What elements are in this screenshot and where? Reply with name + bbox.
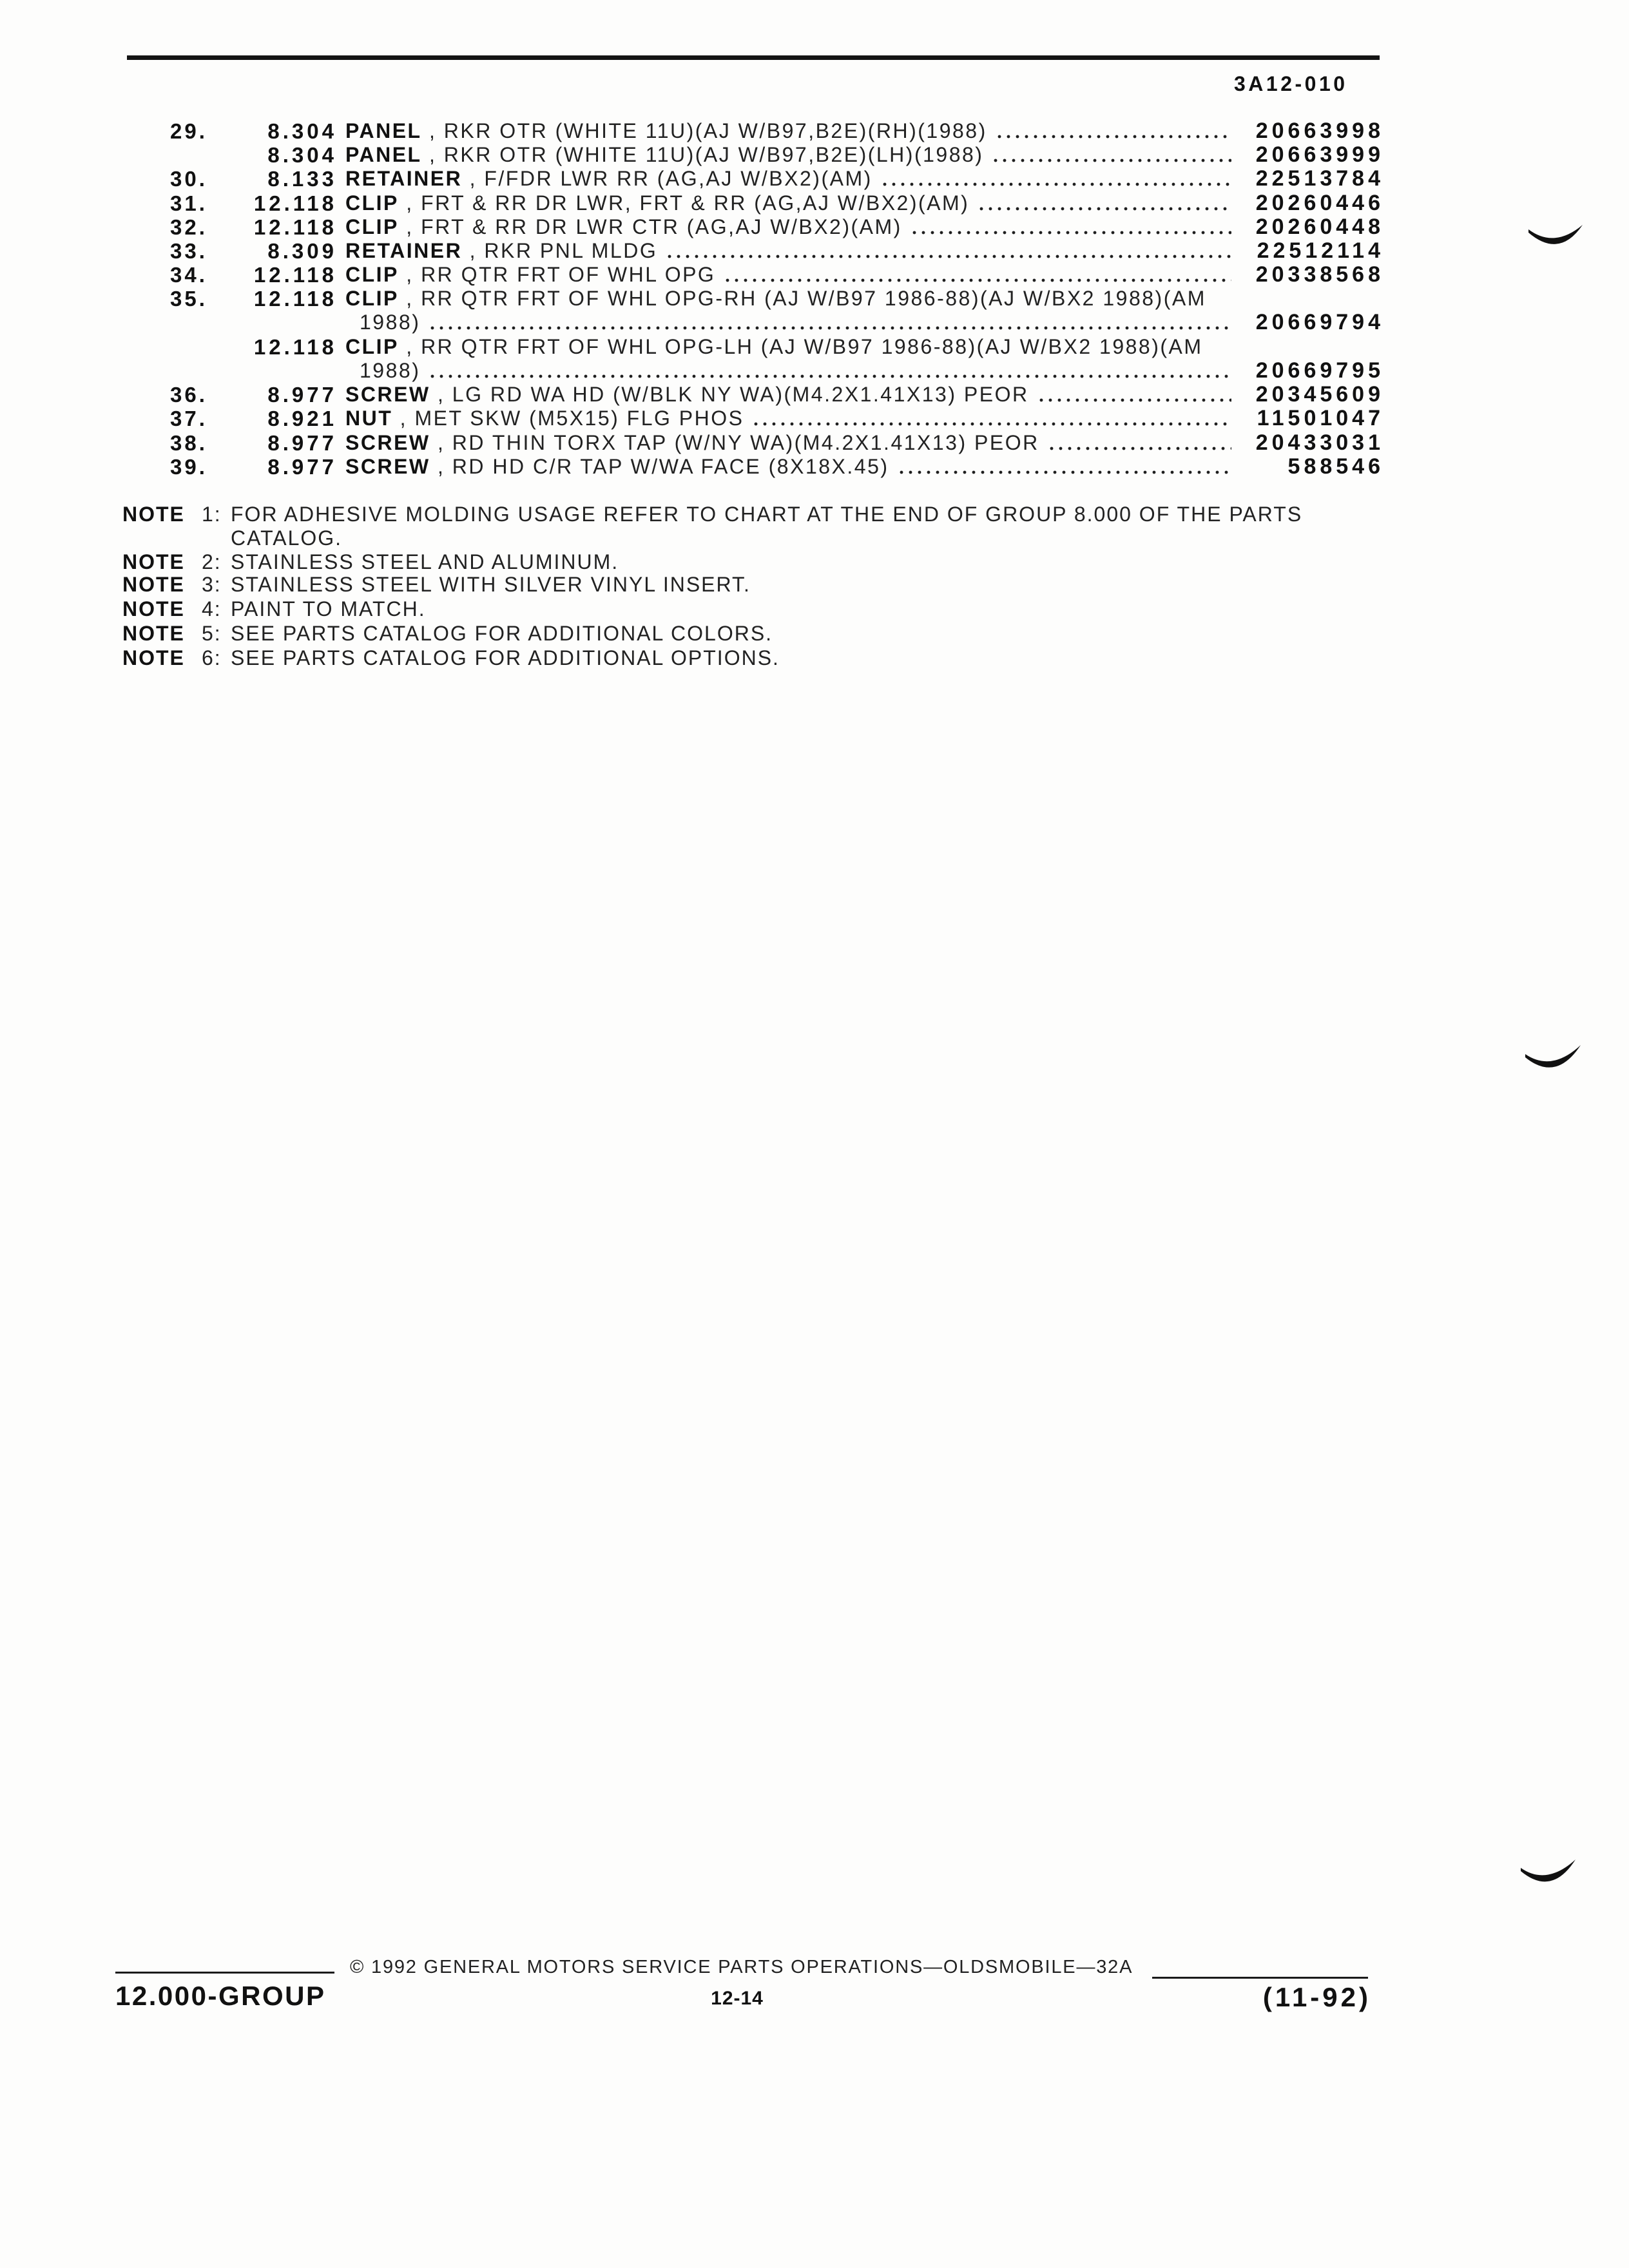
- part-name: SCREW: [345, 383, 430, 406]
- part-name: NUT: [345, 407, 393, 430]
- parts-row: [0, 215, 1629, 239]
- dot-leader: [754, 407, 1231, 430]
- note-text: STAINLESS STEEL WITH SILVER VINYL INSERT.: [231, 573, 751, 596]
- top-rule: [127, 55, 1380, 60]
- note-number: 5:: [202, 622, 222, 645]
- dot-leader: [994, 143, 1231, 167]
- group-label: 12.000-GROUP: [115, 1981, 326, 2011]
- part-description-continued: [360, 311, 1231, 334]
- group-number: 12.118: [253, 287, 337, 311]
- note-number: 2:: [202, 550, 222, 573]
- part-number: 20433031: [1255, 430, 1384, 455]
- group-number: 8.309: [267, 239, 337, 263]
- part-detail: , RKR PNL MLDG: [469, 239, 658, 262]
- item-number: 32.: [170, 215, 207, 239]
- parts-row: [0, 143, 1629, 167]
- part-number: 20260448: [1255, 215, 1384, 239]
- part-name: CLIP: [345, 335, 399, 358]
- item-number: 38.: [170, 431, 207, 455]
- part-description: [345, 239, 1231, 263]
- part-detail: , MET SKW (M5X15) FLG PHOS: [400, 407, 744, 430]
- parts-row: [0, 287, 1629, 334]
- group-number: 12.118: [253, 215, 337, 239]
- part-number: 22513784: [1255, 166, 1384, 191]
- scan-mark: [1525, 1045, 1581, 1068]
- part-description: [345, 191, 1231, 215]
- part-number: 22512114: [1257, 238, 1384, 263]
- note-label: NOTE: [122, 550, 185, 573]
- group-number: 8.921: [267, 407, 337, 430]
- item-number: 39.: [170, 455, 207, 479]
- dot-leader: [430, 311, 1231, 334]
- page-code: 3A12-010: [1234, 72, 1348, 95]
- note: [0, 573, 1629, 597]
- part-name: SCREW: [345, 431, 430, 454]
- parts-row: [0, 119, 1629, 143]
- part-description: [345, 287, 1312, 311]
- note-number: 3:: [202, 573, 222, 596]
- page-number: 12-14: [711, 1988, 764, 2009]
- note-number: 6:: [202, 646, 222, 669]
- part-number: 20669794: [1255, 310, 1384, 334]
- part-number: 20260446: [1255, 191, 1384, 215]
- note-text: PAINT TO MATCH.: [231, 597, 426, 620]
- part-name: CLIP: [345, 191, 399, 215]
- part-detail: , RR QTR FRT OF WHL OPG: [406, 263, 716, 286]
- item-number: 34.: [170, 263, 207, 287]
- group-number: 8.304: [267, 143, 337, 167]
- part-detail: , F/FDR LWR RR (AG,AJ W/BX2)(AM): [469, 167, 872, 190]
- parts-row: [0, 263, 1629, 287]
- part-description: [345, 407, 1231, 430]
- note-label: NOTE: [122, 646, 185, 669]
- parts-row: [0, 167, 1629, 191]
- note-label: NOTE: [122, 622, 185, 645]
- part-name: RETAINER: [345, 239, 463, 262]
- part-detail-continued: 1988): [360, 311, 421, 334]
- dot-leader: [912, 215, 1231, 239]
- dot-leader: [998, 119, 1231, 143]
- revision-date: (11-92): [1262, 1982, 1371, 2012]
- note-text: CATALOG.: [231, 526, 343, 550]
- dot-leader: [726, 263, 1231, 287]
- item-number: 35.: [170, 287, 207, 311]
- group-number: 12.118: [253, 335, 337, 359]
- part-detail: , RR QTR FRT OF WHL OPG-LH (AJ W/B97 1986-88)(AJ W/BX2 1988)(AM: [406, 335, 1203, 358]
- part-number: 20669795: [1255, 358, 1384, 383]
- part-detail: , LG RD WA HD (W/BLK NY WA)(M4.2X1.41X13) PEOR: [438, 383, 1029, 406]
- item-number: 30.: [170, 167, 207, 191]
- item-number: 36.: [170, 383, 207, 407]
- parts-row: [0, 335, 1629, 383]
- parts-row: [0, 455, 1629, 479]
- note-label: NOTE: [122, 597, 185, 620]
- part-detail: , FRT & RR DR LWR, FRT & RR (AG,AJ W/BX2)(AM): [406, 191, 970, 215]
- part-detail: , RKR OTR (WHITE 11U)(AJ W/B97,B2E)(LH)(1988): [429, 143, 984, 166]
- part-name: SCREW: [345, 455, 430, 478]
- note-label: NOTE: [122, 573, 185, 596]
- part-description: [345, 431, 1231, 455]
- copyright-line: © 1992 GENERAL MOTORS SERVICE PARTS OPERATIONS—OLDSMOBILE—32A: [350, 1957, 1133, 1977]
- note: [0, 503, 1629, 550]
- scan-mark: [1521, 1860, 1576, 1881]
- note: [0, 646, 1629, 670]
- dot-leader: [1039, 383, 1231, 407]
- note-number: 1:: [202, 503, 222, 526]
- group-number: 8.133: [267, 167, 337, 191]
- part-description: [345, 335, 1312, 359]
- group-number: 8.977: [267, 383, 337, 407]
- note-text: SEE PARTS CATALOG FOR ADDITIONAL COLORS.: [231, 622, 773, 645]
- part-description: [345, 455, 1231, 479]
- part-name: CLIP: [345, 215, 399, 238]
- part-number: 20338568: [1255, 262, 1384, 287]
- note: [0, 597, 1629, 621]
- group-number: 12.118: [253, 263, 337, 287]
- part-number: 11501047: [1257, 406, 1384, 430]
- part-detail: , RD THIN TORX TAP (W/NY WA)(M4.2X1.41X13) PEOR: [438, 431, 1039, 454]
- group-number: 8.977: [267, 455, 337, 479]
- parts-row: [0, 431, 1629, 455]
- part-number: 20663999: [1255, 142, 1384, 167]
- note-text: FOR ADHESIVE MOLDING USAGE REFER TO CHART AT THE END OF GROUP 8.000 OF THE PARTS: [231, 503, 1303, 526]
- part-number: 588546: [1287, 454, 1384, 479]
- part-number: 20345609: [1255, 382, 1384, 407]
- group-number: 8.304: [267, 119, 337, 143]
- note-text: SEE PARTS CATALOG FOR ADDITIONAL OPTIONS.: [231, 646, 780, 669]
- dot-leader: [1050, 431, 1231, 455]
- group-number: 8.977: [267, 431, 337, 455]
- part-description: [345, 263, 1231, 287]
- item-number: 29.: [170, 119, 207, 143]
- part-detail: , FRT & RR DR LWR CTR (AG,AJ W/BX2)(AM): [406, 215, 902, 238]
- parts-row: [0, 191, 1629, 215]
- part-number: 20663998: [1255, 119, 1384, 143]
- part-detail-continued: 1988): [360, 359, 421, 382]
- part-name: PANEL: [345, 143, 422, 166]
- dot-leader: [430, 359, 1231, 383]
- part-detail: , RD HD C/R TAP W/WA FACE (8X18X.45): [438, 455, 889, 478]
- part-detail: , RKR OTR (WHITE 11U)(AJ W/B97,B2E)(RH)(1988): [429, 119, 987, 142]
- part-description-continued: [360, 359, 1231, 383]
- part-name: CLIP: [345, 263, 399, 286]
- dot-leader: [900, 455, 1231, 479]
- dot-leader: [883, 167, 1231, 191]
- dot-leader: [979, 191, 1231, 215]
- part-description: [345, 167, 1231, 191]
- note-text: STAINLESS STEEL AND ALUMINUM.: [231, 550, 619, 573]
- part-description: [345, 143, 1231, 167]
- item-number: 31.: [170, 191, 207, 215]
- footer-rule-right: [1152, 1977, 1368, 1979]
- footer-rule-left: [115, 1972, 334, 1974]
- part-name: PANEL: [345, 119, 422, 142]
- parts-row: [0, 239, 1629, 263]
- note-label: NOTE: [122, 503, 185, 526]
- parts-row: [0, 383, 1629, 407]
- note: [0, 550, 1629, 574]
- note-number: 4:: [202, 597, 222, 620]
- part-detail: , RR QTR FRT OF WHL OPG-RH (AJ W/B97 1986-88)(AJ W/BX2 1988)(AM: [406, 287, 1206, 310]
- item-number: 33.: [170, 239, 207, 263]
- part-name: CLIP: [345, 287, 399, 310]
- dot-leader: [668, 239, 1231, 263]
- part-description: [345, 215, 1231, 239]
- item-number: 37.: [170, 407, 207, 430]
- group-number: 12.118: [253, 191, 337, 215]
- parts-row: [0, 407, 1629, 430]
- part-name: RETAINER: [345, 167, 463, 190]
- note: [0, 622, 1629, 646]
- part-description: [345, 383, 1231, 407]
- part-description: [345, 119, 1231, 143]
